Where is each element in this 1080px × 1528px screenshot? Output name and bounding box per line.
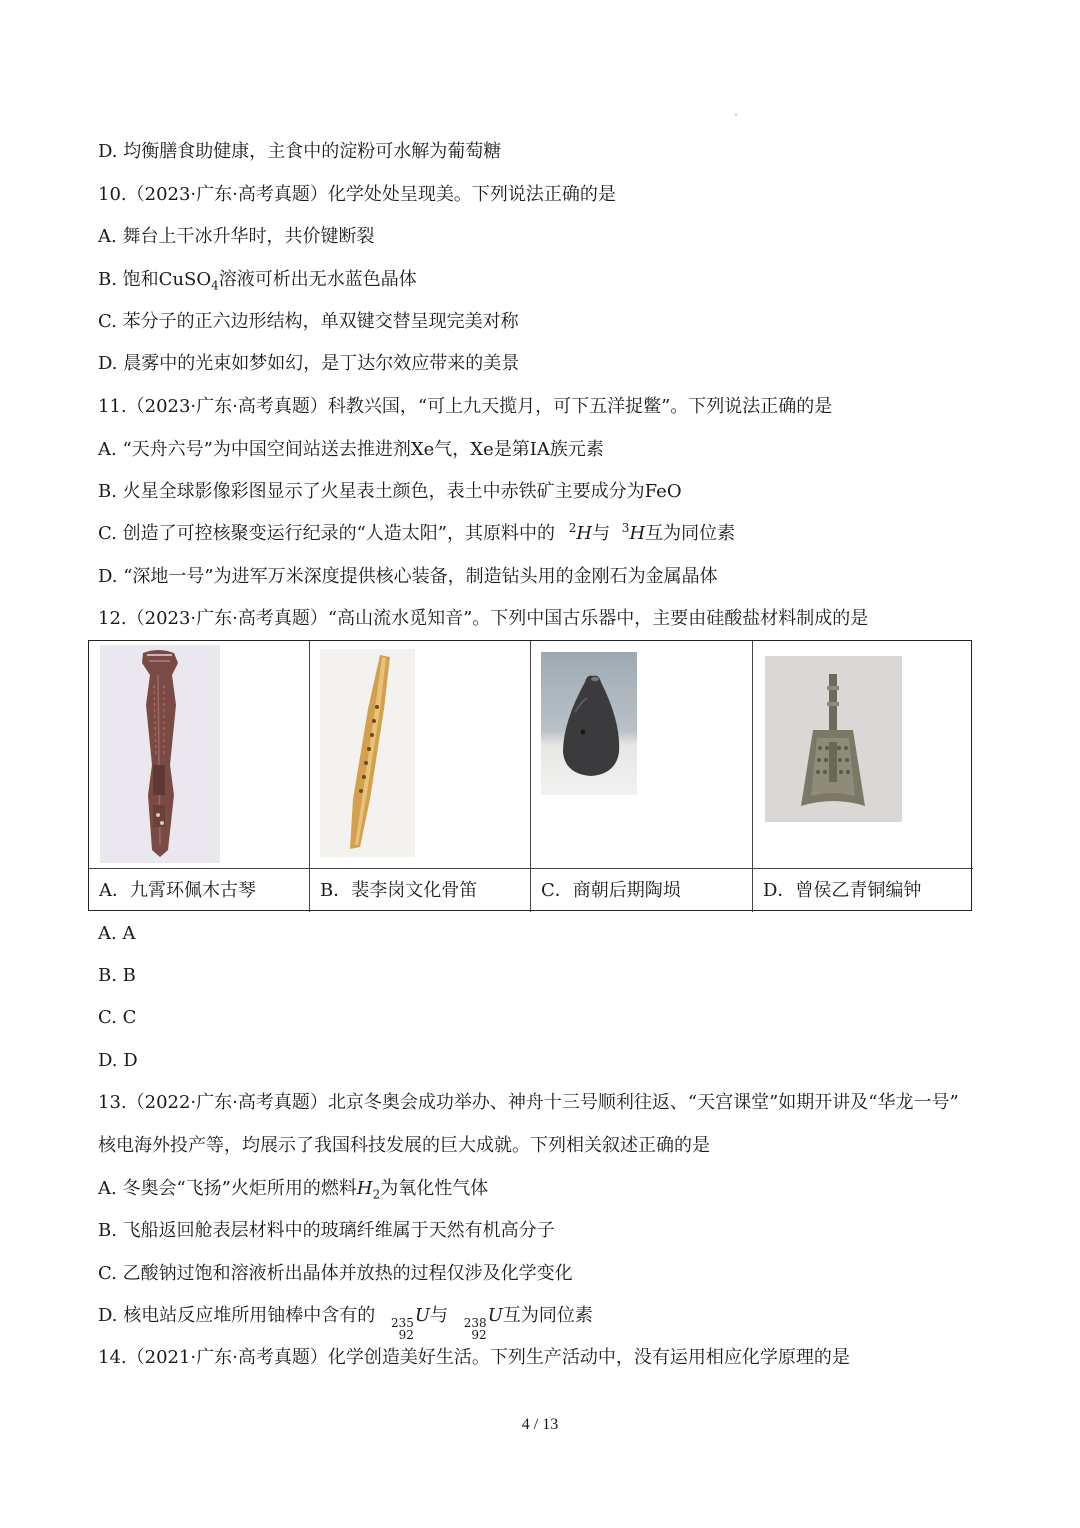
instrument-table — [88, 640, 972, 911]
page-number: 4 / 13 — [521, 1416, 559, 1433]
q10-stem: 10.（2023·广东·高考真题）化学处处呈现美。下列说法正确的是 — [98, 184, 616, 205]
bone-flute-photo — [320, 649, 415, 857]
q12-option-a: A. A — [98, 923, 136, 944]
q13-option-a: A. 冬奥会“飞扬”火炬所用的燃料$H_2$为氧化性气体 — [98, 1178, 489, 1202]
q11-option-a: A. “天舟六号”为中国空间站送去推进剂Xe气，Xe是第IA族元素 — [98, 439, 604, 460]
clay-xun-photo — [541, 652, 637, 795]
q9-option-d: D. 均衡膳食助健康，主食中的淀粉可水解为葡萄糖 — [98, 141, 502, 162]
q13-stem-line1: 13.（2022·广东·高考真题）北京冬奥会成功举办、神舟十三号顺利往返、“天宫课堂”如期开讲及“华龙一号” — [98, 1092, 959, 1113]
bronze-bell-photo — [765, 656, 902, 822]
caption-c: C．商朝后期陶埙 — [531, 869, 753, 912]
q10-option-c: C. 苯分子的正六边形结构，单双键交替呈现完美对称 — [98, 311, 519, 332]
speck — [735, 114, 737, 116]
guqin-photo — [100, 645, 220, 863]
caption-a: A．九霄环佩木古琴 — [89, 869, 310, 912]
q12-option-d: D. D — [98, 1050, 138, 1071]
caption-d: D．曾侯乙青铜编钟 — [763, 880, 922, 901]
cell-bone-flute — [310, 641, 531, 869]
cell-clay-xun — [531, 641, 753, 869]
q12-stem: 12.（2023·广东·高考真题）“高山流水觅知音”。下列中国古乐器中，主要由硅酸盐材料制成的是 — [98, 608, 869, 629]
cell-guqin — [89, 641, 310, 869]
cell-bronze-bell — [753, 641, 973, 869]
caption-b: B．裴李岗文化骨笛 — [310, 869, 531, 912]
q10-option-a: A. 舞台上干冰升华时，共价键断裂 — [98, 226, 375, 247]
q10-option-b: B. 饱和CuSO$_4$溶液可析出无水蓝色晶体 — [98, 269, 417, 293]
q13-option-c: C. 乙酸钠过饱和溶液析出晶体并放热的过程仅涉及化学变化 — [98, 1263, 573, 1284]
q12-option-c: C. C — [98, 1007, 137, 1028]
q11-option-d: D. “深地一号”为进军万米深度提供核心装备，制造钻头用的金刚石为金属晶体 — [98, 566, 718, 587]
q11-option-c: C. 创造了可控核聚变运行纪录的“人造太阳”，其原料中的 $^2$H与 $^3$H互为同位素 — [98, 521, 736, 544]
q13-stem-line2: 核电海外投产等，均展示了我国科技发展的巨大成就。下列相关叙述正确的是 — [98, 1135, 710, 1156]
q10-option-d: D. 晨雾中的光束如梦如幻，是丁达尔效应带来的美景 — [98, 353, 520, 374]
q14-stem: 14.（2021·广东·高考真题）化学创造美好生活。下列生产活动中，没有运用相应化学原理的是 — [98, 1347, 850, 1368]
q11-stem: 11.（2023·广东·高考真题）科教兴国，“可上九天揽月，可下五洋捉鳖”。下列说法正确的是 — [98, 396, 833, 417]
q13-option-b: B. 飞船返回舱表层材料中的玻璃纤维属于天然有机高分子 — [98, 1220, 555, 1241]
q12-option-b: B. B — [98, 965, 136, 986]
q13-option-d: D. 核电站反应堆所用铀棒中含有的 235 92 U与 238 92 U互为同位素 — [98, 1305, 593, 1342]
q11-option-b: B. 火星全球影像彩图显示了火星表土颜色，表土中赤铁矿主要成分为FeO — [98, 481, 682, 502]
